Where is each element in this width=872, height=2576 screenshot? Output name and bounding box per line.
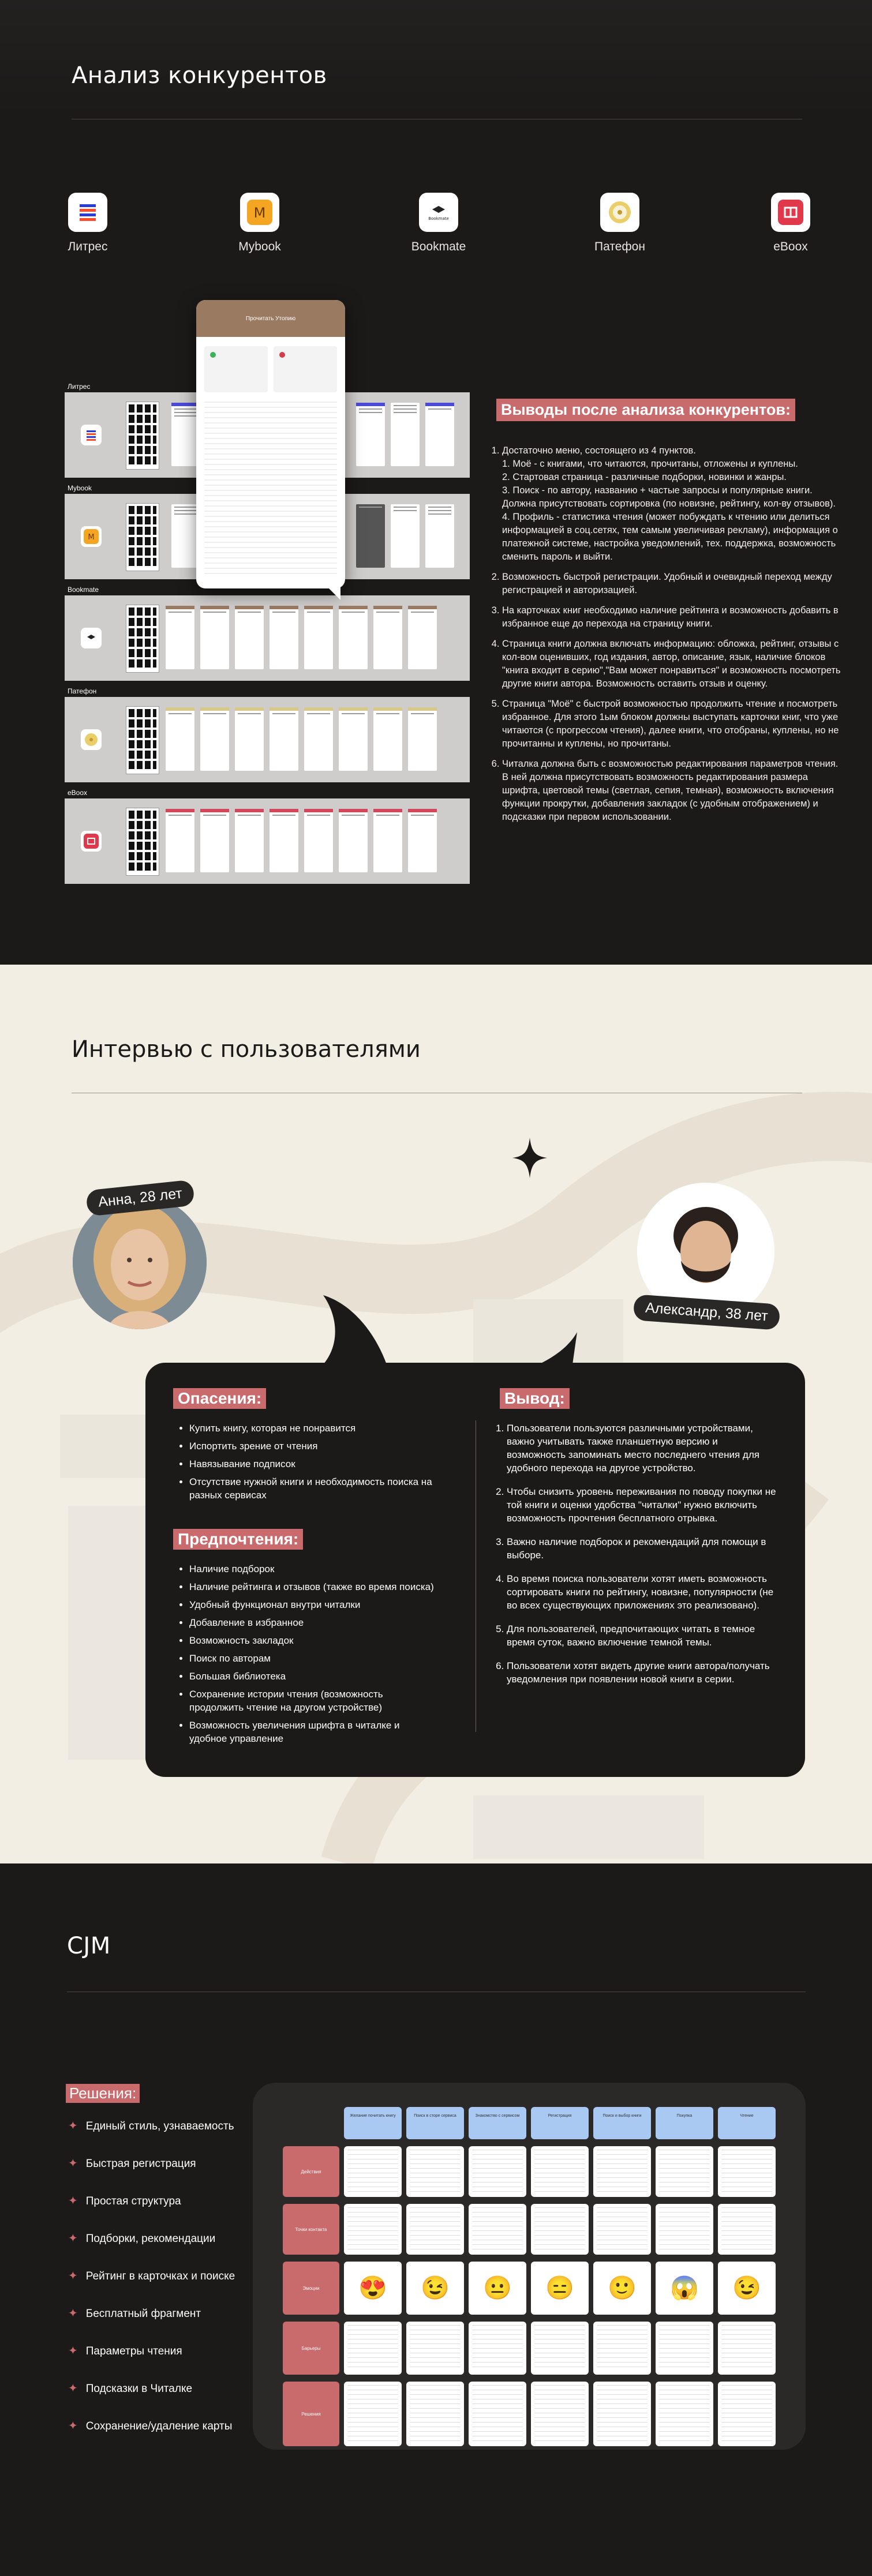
fear-item: • Испортить зрение от чтения: [189, 1439, 436, 1453]
cjm-cell: [531, 2146, 589, 2197]
solution-label: Простая структура: [85, 2195, 181, 2207]
cjm-cell: [406, 2322, 464, 2375]
solution-label: Подсказки в Читалке: [85, 2383, 193, 2395]
star-icon: ✦: [68, 2232, 78, 2245]
cjm-stage-header: Знакомство с сервисом: [469, 2107, 526, 2139]
cjm-emotion-cell: 😑: [531, 2262, 589, 2315]
solution-label: Подборки, рекомендации: [85, 2233, 216, 2245]
user-tag-anna: Анна, 28 лет: [85, 1179, 195, 1216]
conclusion-item: 6. Читалка должна быть с возможностью редактирования параметров чтения. В ней должна присутствовать возможность редактирования размера шрифта, цветовой темы (светлая, сепия, темная), возможность включения функции прокрутки, добавления закладок (с удобным отображением) и подсказки при первом использовании.: [502, 758, 844, 824]
conclusion-item: 3. Важно наличие подборок и рекомендаций для помощи в выборе.: [507, 1535, 779, 1562]
cjm-emotion-cell: 😉: [406, 2262, 464, 2315]
preference-item: • Удобный функционал внутри читалки: [189, 1598, 436, 1611]
fears-title: Опасения:: [173, 1388, 266, 1409]
preference-item: • Наличие подборок: [189, 1562, 436, 1576]
cjm-cell: [593, 2382, 651, 2446]
cjm-row-header: Эмоции: [283, 2262, 339, 2315]
solution-item: [68, 2118, 234, 2133]
cjm-cell: [344, 2382, 402, 2446]
strip-label: Патефон: [66, 687, 98, 696]
svg-text:M: M: [88, 533, 95, 542]
app-eboox: [756, 193, 825, 254]
interview-title: Интервью с пользователями: [72, 1036, 421, 1063]
cjm-emotion-cell: 😉: [718, 2262, 776, 2315]
conclusion-item: 2. Возможность быстрой регистрации. Удобный и очевидный переход между регистрацией и авторизацией.: [502, 571, 844, 597]
solutions-title: Решения:: [66, 2084, 140, 2103]
app-litres: [53, 193, 122, 254]
popup-tail: [323, 583, 340, 600]
svg-text:M: M: [253, 205, 266, 221]
cjm-stage-header: Желание почитать книгу: [344, 2107, 402, 2139]
cjm-cell: [531, 2322, 589, 2375]
star-icon: ✦: [68, 2120, 78, 2132]
solution-item: [68, 2343, 182, 2358]
eboox-app-icon: [771, 193, 810, 232]
cjm-cell: [344, 2204, 402, 2255]
conclusion-item: 2. Чтобы снизить уровень переживания по поводу покупки не той книги и оценки удобства "читалки" нужно включить возможность прочтения бесплатного отрывка.: [507, 1485, 779, 1525]
solution-label: Сохранение/удаление карты: [85, 2420, 233, 2432]
cjm-cell: [406, 2146, 464, 2197]
bookmate-app-icon: [81, 628, 102, 648]
cjm-cell: [469, 2322, 526, 2375]
cjm-cell: [656, 2204, 713, 2255]
star-icon: ✦: [68, 2270, 78, 2282]
app-patefon: [585, 193, 654, 254]
cjm-stage-header: Покупка: [656, 2107, 713, 2139]
mybook-app-icon: [81, 526, 102, 547]
star-icon: ✦: [68, 2195, 78, 2207]
interview-conclusion-list: [491, 1422, 779, 1696]
strip-label: eBoox: [66, 788, 89, 797]
cjm-stage-header: Поиск и выбор книги: [593, 2107, 651, 2139]
mybook-app-icon: [240, 193, 279, 232]
cjm-emotion-cell: 😱: [656, 2262, 713, 2315]
cjm-cell: [718, 2382, 776, 2446]
interview-summary-card: [145, 1363, 805, 1777]
app-name: eBoox: [773, 240, 808, 253]
patefon-app-icon: [600, 193, 639, 232]
cjm-cell: [656, 2382, 713, 2446]
conclusion-item: 5. Страница "Моё" с быстрой возможностью продолжить чтение и посмотреть избранное. Для этого 1ым блоком должны выступать карточки книг, что уже читаются (с прогрессом чтения), далее книги, что отобраны, куплены, но не прочитанны и куплены, но прочитаны.: [502, 698, 844, 751]
conclusion-item: 3. На карточках книг необходимо наличие рейтинга и возможность добавить в избранное еще до перехода на страницу книги.: [502, 604, 844, 631]
star-icon: ✦: [68, 2157, 78, 2170]
cjm-cell: [469, 2382, 526, 2446]
cjm-cell: [718, 2204, 776, 2255]
cjm-cell: [718, 2322, 776, 2375]
litres-app-icon: [68, 193, 107, 232]
sparkle-icon: [512, 1138, 547, 1178]
bookmate-app-icon: [419, 193, 458, 232]
faded-screenshot: [60, 1415, 147, 1478]
cjm-emotion-cell: 🙂: [593, 2262, 651, 2315]
eboox-screens: [65, 798, 470, 884]
preference-item: • Возможность закладок: [189, 1634, 436, 1647]
conclusion-item: 4. Страница книги должна включать информацию: обложка, рейтинг, отзывы с кол-вом оценивших, год издания, автор, описание, язык, наличие блоков "книга входит в серию","Вам может понравиться" и возможность посмотреть другие книги автора. Возможность оставить отзыв и оценку.: [502, 638, 844, 691]
cjm-stage-header: Чтение: [718, 2107, 776, 2139]
solution-item: [68, 2306, 201, 2320]
cjm-row-header: Решения: [283, 2382, 339, 2446]
conclusion-item: 5. Для пользователей, предпочитающих читать в темное время суток, важно включение темной темы.: [507, 1622, 779, 1649]
solution-label: Параметры чтения: [85, 2345, 182, 2357]
star-icon: ✦: [68, 2307, 78, 2320]
cjm-emotion-cell: 😐: [469, 2262, 526, 2315]
cjm-cell: [531, 2382, 589, 2446]
cjm-cell: [656, 2146, 713, 2197]
strip-label: Bookmate: [66, 585, 100, 594]
cjm-title: CJM: [67, 1933, 111, 1959]
app-bookmate: [404, 193, 473, 254]
preference-item: • Сохранение истории чтения (возможность продолжить чтение на другом устройстве): [189, 1688, 436, 1714]
app-mybook: [225, 193, 294, 254]
preference-item: • Возможность увеличения шрифта в читалке и удобное управление: [189, 1719, 436, 1745]
cjm-cell: [469, 2204, 526, 2255]
competitors-conclusions-list: [492, 444, 844, 831]
cjm-row-header: Барьеры: [283, 2322, 339, 2375]
phone-mockup: [126, 402, 159, 470]
cjm-cell: [344, 2146, 402, 2197]
preferences-title: Предпочтения:: [173, 1529, 303, 1550]
strip-label: Mybook: [66, 483, 93, 493]
cjm-stage-header: Поиск в сторе сервиса: [406, 2107, 464, 2139]
competitors-title: Анализ конкурентов: [72, 62, 327, 89]
cjm-cell: [406, 2382, 464, 2446]
strip-label: Литрес: [66, 382, 92, 391]
solution-item: [68, 2418, 232, 2433]
cjm-cell: [593, 2322, 651, 2375]
preference-item: • Наличие рейтинга и отзывов (также во время поиска): [189, 1580, 436, 1593]
cjm-cell: [469, 2146, 526, 2197]
eboox-app-icon: [81, 831, 102, 852]
cjm-cell: [531, 2204, 589, 2255]
popup-screenshot: [196, 300, 345, 588]
star-icon: ✦: [68, 2345, 78, 2357]
app-name: Литрес: [68, 240, 108, 253]
preference-item: • Поиск по авторам: [189, 1652, 436, 1665]
preferences-list: [177, 1562, 436, 1750]
patefon-screens: [65, 697, 470, 782]
cjm-row-header: Действия: [283, 2146, 339, 2197]
user-tag-alexander: Александр, 38 лет: [633, 1294, 780, 1330]
solution-label: Бесплатный фрагмент: [85, 2308, 201, 2320]
phone-mockup: [126, 605, 159, 673]
svg-text:Bookmate: Bookmate: [428, 216, 449, 221]
cjm-cell: [656, 2322, 713, 2375]
litres-app-icon: [81, 425, 102, 445]
cjm-emotion-cell: 😍: [344, 2262, 402, 2315]
solution-item: [68, 2381, 192, 2395]
bookmate-screens: [65, 595, 470, 681]
cjm-cell: [406, 2204, 464, 2255]
fear-item: • Купить книгу, которая не понравится: [189, 1422, 436, 1435]
phone-mockup: [126, 503, 159, 571]
fear-item: • Отсутствие нужной книги и необходимость поиска на разных сервисах: [189, 1475, 436, 1502]
conclusion-item: 6. Пользователи хотят видеть другие книги автора/получать уведомления при появлении новой книги в серии.: [507, 1659, 779, 1686]
phone-mockup: [126, 808, 159, 876]
faded-screenshot: [473, 1795, 704, 1859]
conclusion-item: 4. Во время поиска пользователи хотят иметь возможность сортировать книги по рейтингу, новизне, популярности (не во всех существующих приложениях это реализовано).: [507, 1572, 779, 1612]
solution-label: Рейтинг в карточках и поиске: [85, 2270, 235, 2282]
fears-list: [177, 1422, 436, 1506]
solution-item: [68, 2156, 196, 2170]
app-name: Mybook: [238, 240, 281, 253]
preference-item: • Добавление в избранное: [189, 1616, 436, 1629]
cjm-stage-header: Регистрация: [531, 2107, 589, 2139]
interview-conclusion-title: Вывод:: [500, 1388, 570, 1409]
star-icon: ✦: [68, 2420, 78, 2432]
solution-item: [68, 2231, 215, 2245]
cjm-cell: [593, 2204, 651, 2255]
conclusion-item: 1. Пользователи пользуются различными устройствами, важно учитывать также планшетную версию и возможность запоминать место последнего чтения для удобного перехода на другое устройство.: [507, 1422, 779, 1475]
cjm-cell: [718, 2146, 776, 2197]
patefon-app-icon: [81, 729, 102, 750]
cjm-board: [253, 2083, 806, 2450]
solution-item: [68, 2193, 181, 2208]
solution-label: Единый стиль, узнаваемость: [85, 2120, 234, 2132]
solution-item: [68, 2268, 235, 2283]
app-name: Bookmate: [411, 240, 466, 253]
cjm-row-header: Точки контакта: [283, 2204, 339, 2255]
solution-label: Быстрая регистрация: [85, 2158, 196, 2170]
star-icon: ✦: [68, 2382, 78, 2395]
speech-tail-left: [312, 1292, 392, 1373]
avatar-anna: [73, 1195, 207, 1329]
conclusion-item: 1. Достаточно меню, состоящего из 4 пунктов. 1. Моё - с книгами, что читаются, прочитаны, отложены и куплены. 2. Стартовая страница - различные подборки, новинки и жанры. 3. Поиск - по автору, названию + частые запросы и популярные книги. Должна присутствовать сортировка (по новизне, рейтингу, кол-ву отзывов). 4. Профиль - статистика чтения (может побуждать к чтению или делиться информацией в соц.сетях, тем самым увеличивая рекламу), информация о платежной системе, настройка уведомлений, тех. поддержка, возможность сменить пароль и выйти.: [502, 444, 844, 564]
cjm-cell: [344, 2322, 402, 2375]
app-name: Патефон: [594, 240, 645, 253]
fear-item: • Навязывание подписок: [189, 1457, 436, 1471]
competitors-conclusions-title: Выводы после анализа конкурентов:: [496, 399, 795, 421]
popup-header: Прочитать Утопию: [196, 300, 345, 337]
preference-item: • Большая библиотека: [189, 1670, 436, 1683]
phone-mockup: [126, 706, 159, 774]
cjm-cell: [593, 2146, 651, 2197]
